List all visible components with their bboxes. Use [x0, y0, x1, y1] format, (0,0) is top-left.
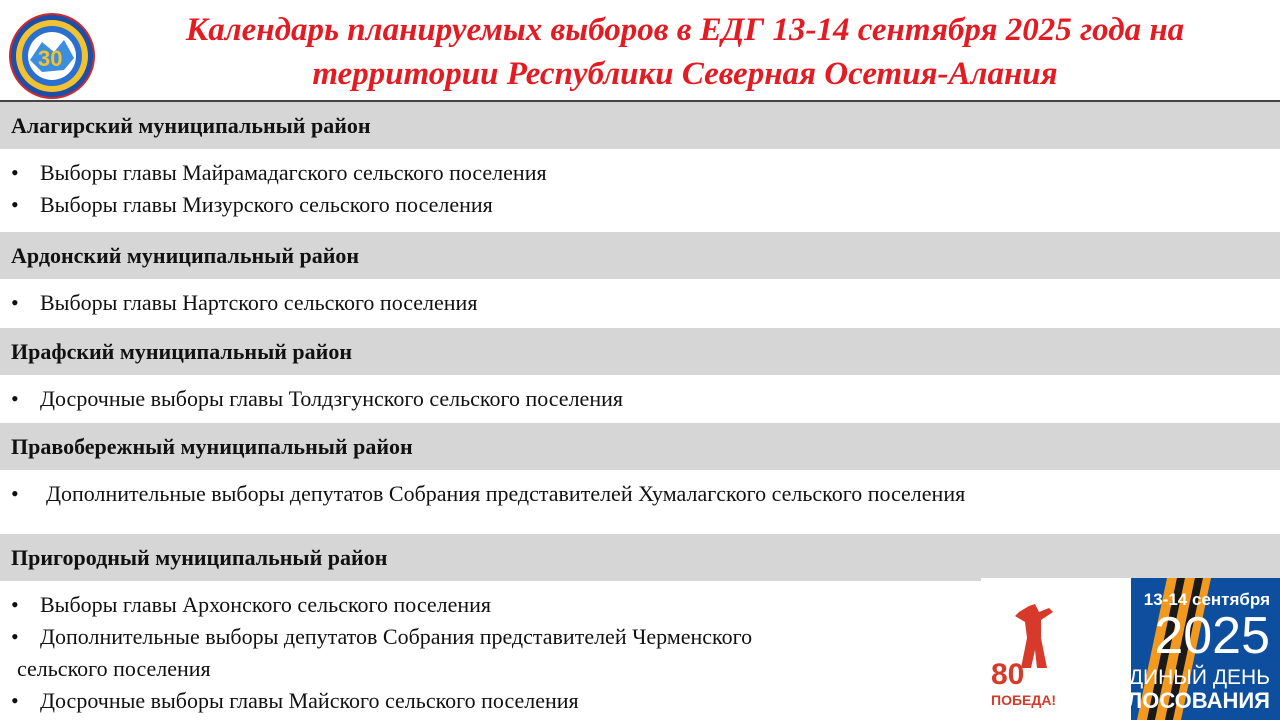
- bullet-icon: •: [11, 386, 19, 411]
- bullet-icon: •: [11, 290, 19, 315]
- district-title: Пригородный муниципальный район: [11, 545, 388, 570]
- title-line-2: территории Республики Северная Осетия-Алания: [312, 56, 1058, 92]
- district-title: Правобережный муниципальный район: [11, 434, 413, 459]
- badge-line-2: ГОЛОСОВАНИЯ: [1098, 688, 1270, 713]
- badge-date: 13-14 сентября: [1143, 590, 1270, 609]
- svg-text:30: 30: [38, 46, 63, 71]
- badge-line-1: ЕДИНЫЙ ДЕНЬ: [1114, 666, 1270, 689]
- bullet-icon: •: [11, 160, 19, 185]
- district-title: Алагирский муниципальный район: [11, 113, 371, 138]
- list-item-text: Выборы главы Нартского сельского поселения: [40, 290, 478, 315]
- district-header-iraf: [0, 328, 1280, 375]
- district-header-alagir: [0, 102, 1280, 149]
- list-item-continuation: сельского поселения: [17, 656, 211, 681]
- title-line-1: Календарь планируемых выборов в ЕДГ 13-14 сентября 2025 года на: [185, 12, 1185, 48]
- list-item-text: Дополнительные выборы депутатов Собрания представителей Черменского: [40, 624, 753, 649]
- list-item-text: Выборы главы Майрамадагского сельского поселения: [40, 160, 547, 185]
- victory-number: 80: [991, 658, 1025, 691]
- district-header-ardon: [0, 232, 1280, 279]
- election-commission-logo-icon: [8, 12, 96, 100]
- bullet-icon: •: [11, 192, 19, 217]
- list-item-text: Досрочные выборы главы Толдзгунского сельского поселения: [40, 386, 623, 411]
- bullet-icon: •: [11, 688, 19, 713]
- badge-year: 2025: [1154, 607, 1270, 665]
- list-item-text: Выборы главы Архонского сельского поселения: [40, 592, 492, 617]
- bullet-icon: •: [11, 592, 19, 617]
- page-title: [100, 8, 1270, 96]
- district-title: Ардонский муниципальный район: [11, 243, 360, 268]
- slide-header: [0, 0, 1280, 101]
- bullet-icon: •: [11, 481, 19, 506]
- district-header-prigorodny: [0, 534, 1280, 581]
- bullet-icon: •: [11, 624, 19, 649]
- list-item-text: Досрочные выборы главы Майского сельского поселения: [40, 688, 579, 713]
- unified-voting-day-badge: [981, 578, 1280, 720]
- list-item-text: Выборы главы Мизурского сельского поселения: [40, 192, 493, 217]
- district-header-pravoberezhny: [0, 423, 1280, 470]
- victory-text: ПОБЕДА!: [991, 692, 1057, 708]
- list-item-text: Дополнительные выборы депутатов Собрания представителей Хумалагского сельского поселения: [46, 481, 966, 506]
- district-title: Ирафский муниципальный район: [11, 339, 353, 364]
